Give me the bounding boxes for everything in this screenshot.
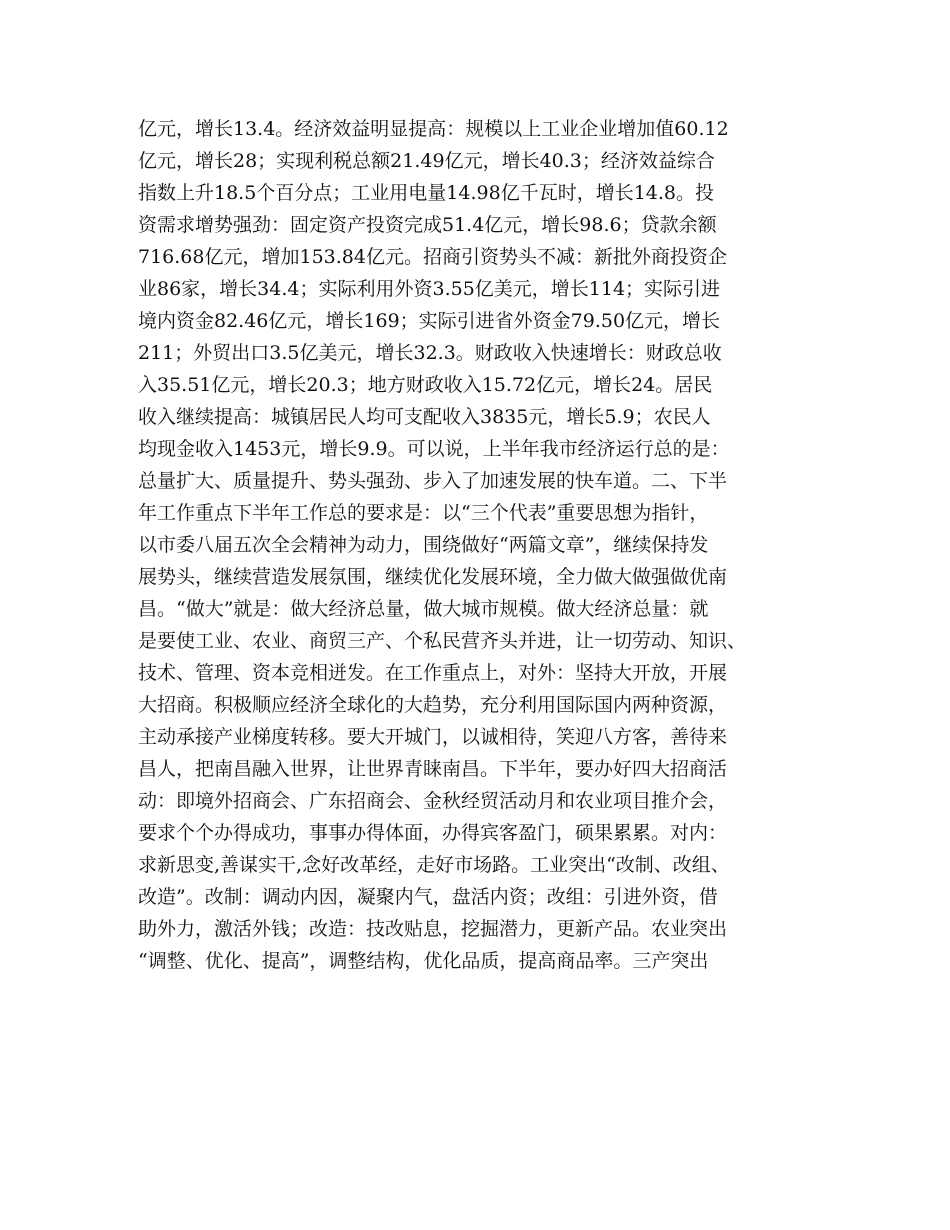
text-line: 求新思变,善谋实干,念好改革经，走好市场路。工业突出“改制、改组、 [138,854,730,876]
text-line: 大招商。积极顺应经济全球化的大趋势，充分利用国际国内两种资源， [138,694,728,716]
text-line: 动：即境外招商会、广东招商会、金秋经贸活动月和农业项目推介会， [138,790,728,812]
text-line: 技术、管理、资本竞相迸发。在工作重点上，对外：坚持大开放，开展 [138,662,728,684]
text-line: 助外力，激活外钱；改造：技改贴息，挖掘潜力，更新产品。农业突出 [138,918,728,940]
text-line: 昌。“做大”就是：做大经济总量，做大城市规模。做大经济总量：就 [138,598,709,620]
text-line: 年工作重点下半年工作总的要求是：以“三个代表”重要思想为指针， [138,502,709,524]
text-line: 以市委八届五次全会精神为动力，围绕做好“两篇文章”，继续保持发 [138,534,709,556]
text-line: 主动承接产业梯度转移。要大开城门，以诚相待，笑迎八方客，善待来 [138,726,728,748]
text-line: 业86家，增长34.4；实际利用外资3.55亿美元，增长114；实际引进 [138,278,721,300]
text-line: 亿元，增长28；实现利税总额21.49亿元，增长40.3；经济效益综合 [138,150,715,172]
text-line: 境内资金82.46亿元，增长169；实际引进省外资金79.50亿元，增长 [138,310,721,332]
text-line: 是要使工业、农业、商贸三产、个私民营齐头并进，让一切劳动、知识、 [138,630,747,652]
text-line: 入35.51亿元，增长20.3；地方财政收入15.72亿元，增长24。居民 [138,374,713,396]
text-line: 总量扩大、质量提升、势头强劲、步入了加速发展的快车道。二、下半 [138,470,728,492]
text-line: 收入继续提高：城镇居民人均可支配收入3835元，增长5.9；农民人 [138,406,711,428]
text-line: 昌人，把南昌融入世界，让世界青睐南昌。下半年，要办好四大招商活 [138,758,728,780]
text-line: 211；外贸出口3.5亿美元，增长32.3。财政收入快速增长：财政总收 [138,342,722,364]
text-line: “调整、优化、提高”，调整结构，优化品质，提高商品率。三产突出 [138,950,709,972]
text-line: 亿元，增长13.4。经济效益明显提高：规模以上工业企业增加值60.12 [138,118,729,140]
text-line: 均现金收入1453元，增长9.9。可以说，上半年我市经济运行总的是： [138,438,730,460]
text-line: 改造”。改制：调动内因，凝聚内气，盘活内资；改组：引进外资，借 [138,886,718,908]
text-line: 资需求增势强劲：固定资产投资完成51.4亿元，增长98.6；贷款余额 [138,214,717,236]
body-text [138,113,818,977]
text-line: 要求个个办得成功，事事办得体面，办得宾客盈门，硕果累累。对内： [138,822,728,844]
text-line: 716.68亿元，增加153.84亿元。招商引资势头不减：新批外商投资企 [138,246,727,268]
text-line: 指数上升18.5个百分点；工业用电量14.98亿千瓦时，增长14.8。投 [138,182,715,204]
text-line: 展势头，继续营造发展氛围，继续优化发展环境，全力做大做强做优南 [138,566,728,588]
